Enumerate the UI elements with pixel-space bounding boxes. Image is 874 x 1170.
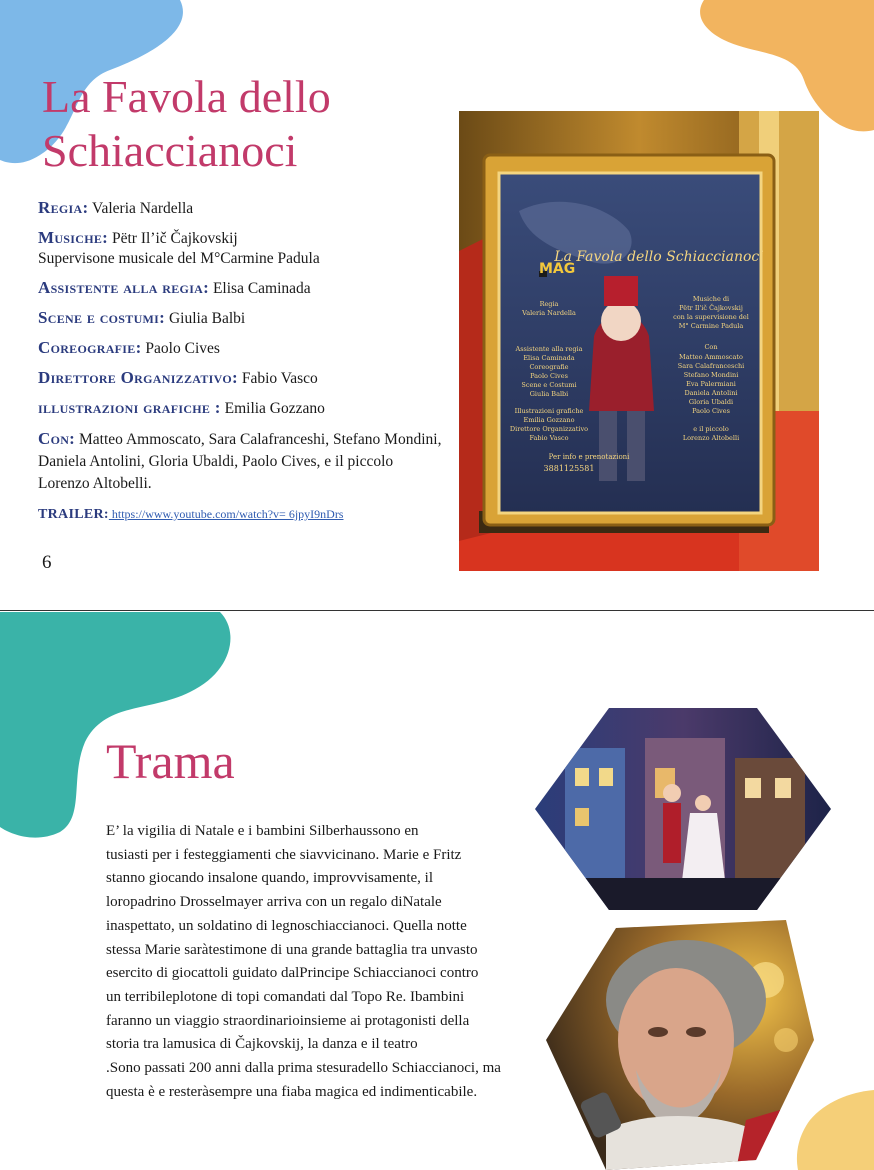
svg-text:Valeria Nardella: Valeria Nardella xyxy=(522,309,576,317)
poster-logo: MAG xyxy=(539,261,576,277)
trama-title: Trama xyxy=(106,733,235,789)
director-portrait-photo xyxy=(546,920,814,1170)
svg-text:con la supervisione del: con la supervisione del xyxy=(673,313,749,321)
credit-musiche: Musiche: Pëtr Il’ič Čajkovskij Supervisone musicale del M°Carmine Padula xyxy=(38,228,320,267)
page-divider xyxy=(0,610,874,611)
svg-text:Illustrazioni grafiche: Illustrazioni grafiche xyxy=(514,407,584,415)
show-title xyxy=(42,70,462,178)
credit-coreografie: Coreografie: Paolo Cives xyxy=(38,338,220,357)
svg-text:M° Carmine Padula: M° Carmine Padula xyxy=(678,322,744,330)
trama-text: E’ la vigilia di Natale e i bambini Silberhaussono en tusiasti per i festeggiamenti che siavvicinano. Marie e Fritz stanno giocando insalone quando, improvvisamente, il loropadrino Drosselmayer arriva con un regalo diNatale inaspettato, un soldatino di legnoschiaccianoci. Quella notte stessa Marie saràtestimone di una grande battaglia tra unvasto esercito di giocattoli guidato dalPrincipe Schiaccianoci contro un terribileplotone di topi comandati dal Topo Re. Ibambini faranno un viaggio straordinarioinsieme ai protagonisti della storia tra lamusica di Čajkovskij, la danza e il teatro .Sono passati 200 anni dalla prima stesuradello Schiaccianoci, ma questa è e resteràsempre una fiaba magica ed indimenticabile. xyxy=(106,823,501,1100)
svg-text:Regia: Regia xyxy=(539,300,559,308)
svg-text:Paolo Cives: Paolo Cives xyxy=(530,372,568,380)
svg-text:Lorenzo Altobelli: Lorenzo Altobelli xyxy=(682,434,740,442)
svg-text:Daniela Antolini: Daniela Antolini xyxy=(684,389,738,397)
svg-text:e il piccolo: e il piccolo xyxy=(693,425,729,433)
show-title-line2: Schiaccianoci xyxy=(42,125,298,176)
trailer-link[interactable]: https://www.youtube.com/watch?v= 6jpyI9nDrs xyxy=(108,507,344,521)
credit-direttore: Direttore Organizzativo: Fabio Vasco xyxy=(38,368,318,387)
page-number: 6 xyxy=(42,552,52,573)
svg-text:Scene e Costumi: Scene e Costumi xyxy=(521,381,577,389)
svg-text:Coreografie: Coreografie xyxy=(529,363,569,371)
svg-text:Pëtr Il'ič Čajkovskij: Pëtr Il'ič Čajkovskij xyxy=(679,304,743,312)
svg-text:Stefano Mondini: Stefano Mondini xyxy=(683,371,739,379)
svg-text:Giulia Balbi: Giulia Balbi xyxy=(529,390,569,398)
svg-text:Matteo Ammoscato: Matteo Ammoscato xyxy=(679,353,743,361)
poster-photo xyxy=(459,111,819,571)
svg-text:Con: Con xyxy=(704,343,718,351)
trailer-row: TRAILER: https://www.youtube.com/watch?v= 6jpyI9nDrs xyxy=(38,507,344,522)
show-title-line1: La Favola dello xyxy=(42,71,331,122)
svg-text:Paolo Cives: Paolo Cives xyxy=(692,407,730,415)
svg-text:Eva Palermiani: Eva Palermiani xyxy=(686,380,736,388)
svg-text:Elisa Caminada: Elisa Caminada xyxy=(523,354,575,362)
svg-text:Musiche di: Musiche di xyxy=(692,295,730,303)
credit-illustrazioni: illustrazioni grafiche : Emilia Gozzano xyxy=(38,398,325,417)
stage-photo xyxy=(535,708,831,910)
poster-phone: 3881125581 xyxy=(543,464,595,473)
credit-scene: Scene e costumi: Giulia Balbi xyxy=(38,308,246,327)
svg-text:Assistente alla regia: Assistente alla regia xyxy=(515,345,583,353)
poster-title: La Favola dello Schiaccianoci xyxy=(554,249,764,265)
poster-info: Per info e prenotazioni xyxy=(548,453,630,461)
svg-text:Fabio Vasco: Fabio Vasco xyxy=(529,434,569,442)
svg-text:Sara Calafranceschi: Sara Calafranceschi xyxy=(677,362,745,370)
credit-regia: Regia: Valeria Nardella xyxy=(38,198,194,217)
credit-assistente: Assistente alla regia: Elisa Caminada xyxy=(38,278,311,297)
svg-text:Direttore Organizzativo: Direttore Organizzativo xyxy=(509,425,589,433)
svg-text:Gloria Ubaldi: Gloria Ubaldi xyxy=(688,398,734,406)
svg-text:Emilia Gozzano: Emilia Gozzano xyxy=(523,416,575,424)
credit-con: Con: Matteo Ammoscato, Sara Calafranceshi, Stefano Mondini, Daniela Antolini, Gloria Ubaldi, Paolo Cives, e il piccolo Lorenzo Altobelli. xyxy=(38,429,442,492)
credits-list xyxy=(38,198,448,534)
credit-musiche-supervision: Supervisone musicale del M°Carmine Padula xyxy=(38,250,320,267)
